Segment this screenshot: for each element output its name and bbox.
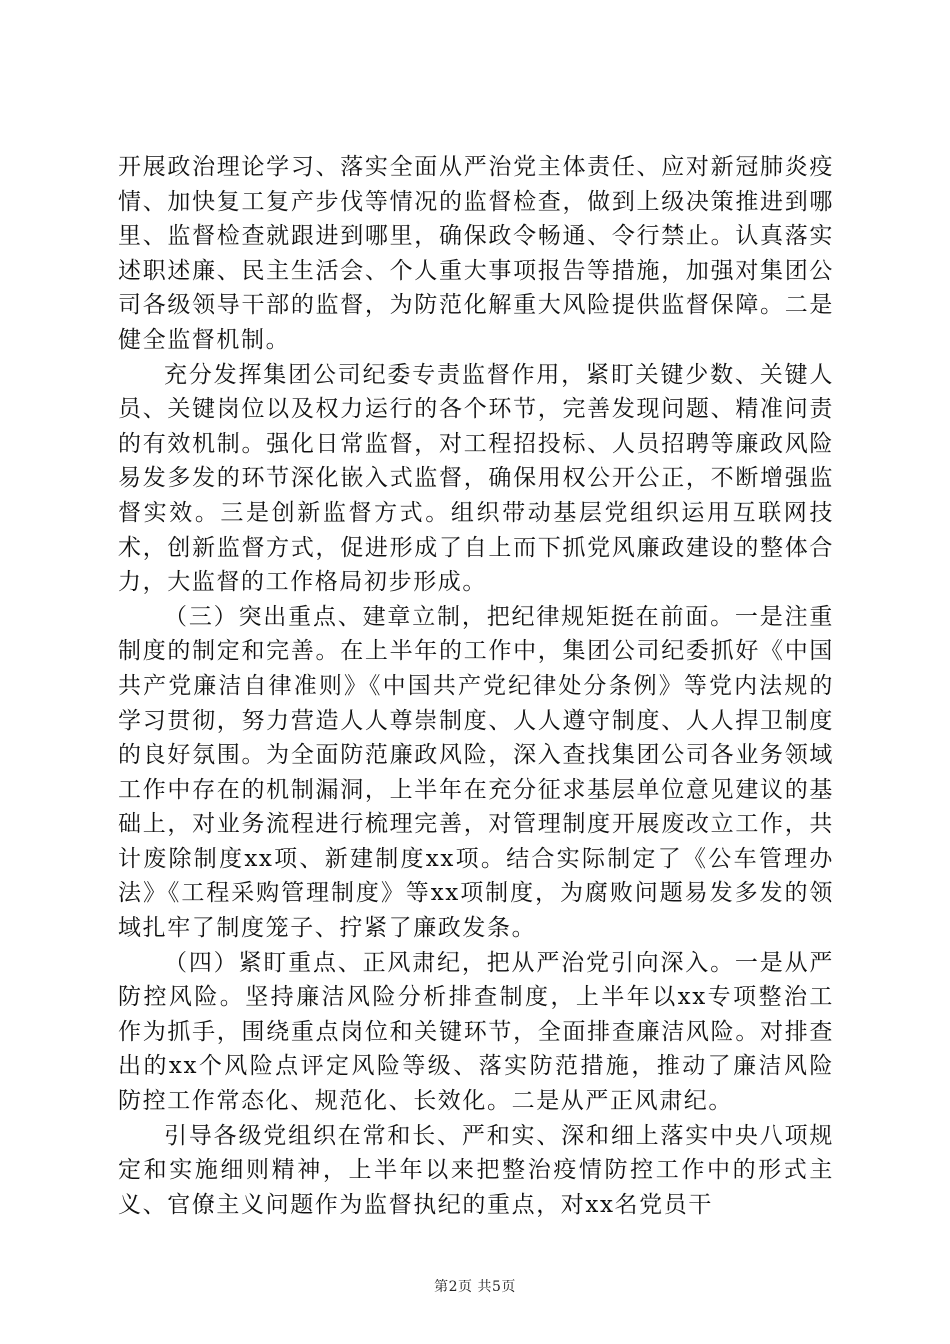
document-body — [118, 150, 834, 1222]
paragraph-4: （四）紧盯重点、正风肃纪，把从严治党引向深入。一是从严防控风险。坚持廉洁风险分析排查制度，上半年以xx专项整治工作为抓手，围绕重点岗位和关键环节，全面排查廉洁风险。对排查出的xx个风险点评定风险等级、落实防范措施，推动了廉洁风险防控工作常态化、规范化、长效化。二是从严正风肃纪。 — [118, 949, 834, 1115]
paragraph-5: 引导各级党组织在常和长、严和实、深和细上落实中央八项规定和实施细则精神，上半年以来把整治疫情防控工作中的形式主义、官僚主义问题作为监督执纪的重点，对xx名党员干 — [118, 1122, 834, 1218]
paragraph-2: 充分发挥集团公司纪委专责监督作用，紧盯关键少数、关键人员、关键岗位以及权力运行的各个环节，完善发现问题、精准问责的有效机制。强化日常监督，对工程招投标、人员招聘等廉政风险易发多发的环节深化嵌入式监督，确保用权公开公正，不断增强监督实效。三是创新监督方式。组织带动基层党组织运用互联网技术，创新监督方式，促进形成了自上而下抓党风廉政建设的整体合力，大监督的工作格局初步形成。 — [118, 361, 834, 596]
paragraph-3: （三）突出重点、建章立制，把纪律规矩挺在前面。一是注重制度的制定和完善。在上半年的工作中，集团公司纪委抓好《中国共产党廉洁自律准则》《中国共产党纪律处分条例》等党内法规的学习贯彻，努力营造人人尊崇制度、人人遵守制度、人人捍卫制度的良好氛围。为全面防范廉政风险，深入查找集团公司各业务领域工作中存在的机制漏洞，上半年在充分征求基层单位意见建议的基础上，对业务流程进行梳理完善，对管理制度开展废改立工作，共计废除制度xx项、新建制度xx项。结合实际制定了《公车管理办法》《工程采购管理制度》等xx项制度，为腐败问题易发多发的领域扎牢了制度笼子、拧紧了廉政发条。 — [118, 603, 834, 942]
page-footer: 第2页 共5页 — [434, 1279, 516, 1295]
paragraph-1: 开展政治理论学习、落实全面从严治党主体责任、应对新冠肺炎疫情、加快复工复产步伐等情况的监督检查，做到上级决策推进到哪里、监督检查就跟进到哪里，确保政令畅通、令行禁止。认真落实述职述廉、民主生活会、个人重大事项报告等措施，加强对集团公司各级领导干部的监督，为防范化解重大风险提供监督保障。二是健全监督机制。 — [118, 154, 834, 353]
